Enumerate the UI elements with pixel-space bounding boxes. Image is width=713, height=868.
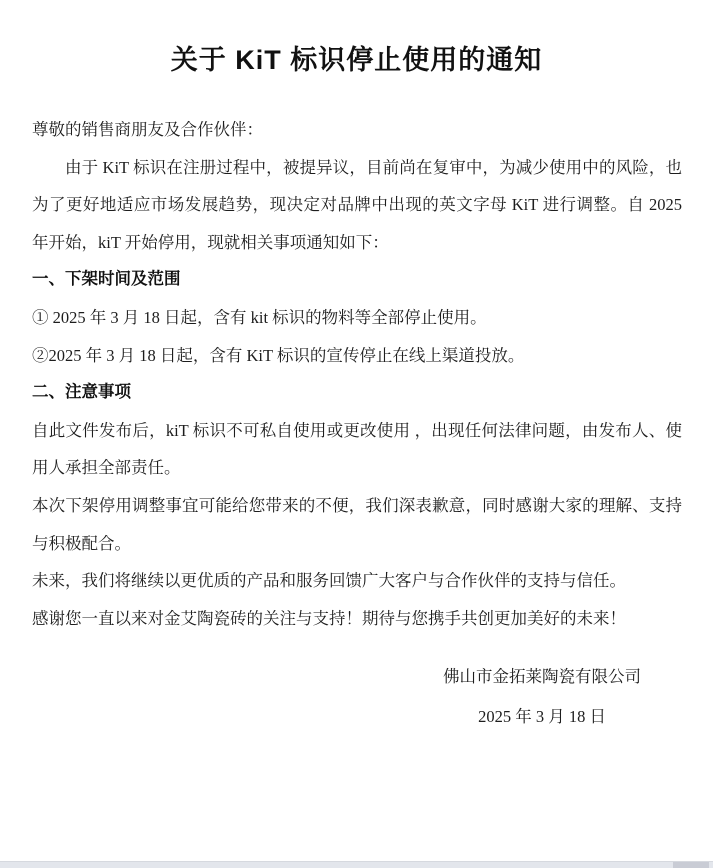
section1-item-1: ① 2025 年 3 月 18 日起，含有 kit 标识的物料等全部停止使用。 (32, 307, 487, 327)
section2-paragraph-3: 未来，我们将继续以更优质的产品和服务回馈广大客户与合作伙伴的支持与信任。 (32, 571, 626, 591)
company-name: 佛山市金拓莱陶瓷有限公司 (443, 667, 641, 687)
section2-paragraph-2: 本次下架停用调整事宜可能给您带来的不便，我们深表歉意，同时感谢大家的理解、支持与积极配合。 (32, 495, 682, 553)
signature-block (443, 657, 641, 737)
taskbar-accent (673, 862, 709, 868)
page-title: 关于 KiT 标识停止使用的通知 (170, 45, 543, 75)
section2-heading: 二、注意事项 (32, 383, 131, 402)
signature-date: 2025 年 3 月 18 日 (478, 707, 606, 727)
section1-item-2: ②2025 年 3 月 18 日起，含有 KiT 标识的宣传停止在线上渠道投放。 (32, 345, 525, 365)
section2-paragraph-1: 自此文件发布后，kiT 标识不可私自使用或更改使用 ，出现任何法律问题，由发布人、使用人承担全部责任。 (32, 420, 682, 478)
taskbar-edge (0, 861, 713, 868)
salutation: 尊敬的销售商朋友及合作伙伴： (32, 120, 263, 139)
intro-paragraph: 由于 KiT 标识在注册过程中，被提异议，目前尚在复审中，为减少使用中的风险，也为了更好地适应市场发展趋势，现决定对品牌中出现的英文字母 KiT 进行调整。自 2025 年开始，kiT 开始停用，现就相关事项通知如下： (32, 157, 682, 252)
section2-paragraph-4: 感谢您一直以来对金艾陶瓷砖的关注与支持！期待与您携手共创更加美好的未来！ (32, 608, 626, 628)
document-body (0, 111, 713, 637)
section1-heading: 一、下架时间及范围 (32, 270, 181, 289)
